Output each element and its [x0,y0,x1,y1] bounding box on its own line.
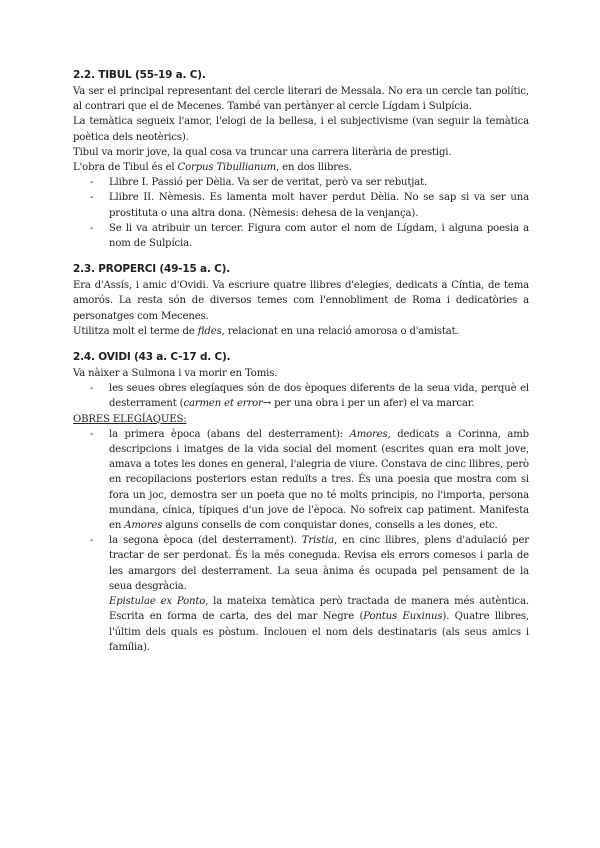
section-ovidi [73,348,529,655]
list-item: - les seues obres elegíaques són de dos èpoques diferents de la seua vida, perquè el desterrament (carmen et error→ per una obra i per un afer) el va marcar. [90,383,529,410]
list-item: - Llibre I. Passió per Dèlia. Va ser de veritat, però va ser rebutjat. [90,177,428,189]
list-item: - la primera època (abans del desterrament): Amores, dedicats a Corinna, amb descripcions i imatges de la vida social del moment (escrites quan era molt jove, amava a totes les dones en general, l'alegria de viure. Constava de cinc llibres, però en recopilacions posteriors estan reduïts a tres. És una poesia que mostra com si fora un joc, demostra ser un poeta que no té molts principis, no l'importa, persona mundana, cínica, típiques d'un jove de l'època. No sofreix cap patiment. Manifesta en Amores alguns consells de com conquistar dones, consells a les dones, etc. [90,428,529,532]
bullet-list [73,175,529,251]
list-item: - Llibre II. Nèmesis. Es lamenta molt haver perdut Dèlia. No se sap si va ser una prostituta o una altra dona. (Nèmesis: dehesa de la venjança). [90,192,529,219]
section-heading: 2.2. TIBUL (55-19 a. C). [73,69,206,81]
bullet-list [73,427,529,594]
document-page [73,66,529,664]
list-item: - Se li va atribuir un tercer. Figura com autor el nom de Lígdam, i alguna poesia a nom de Sulpícia. [90,222,529,250]
paragraph: Utilitza molt el terme de fides, relacionat en una relació amorosa o d'amistat. [73,325,459,337]
paragraph: Va nàixer a Sulmona i va morir en Tomis. [73,368,278,380]
list-continuation: Epistulae ex Ponto, la mateixa temàtica però tractada de manera més autèntica. Escrita en forma de carta, des del mar Negre (Pontus Euxinus). Quatre llibres, l'últim dels quals es pòstum. Inclouen el nom dels destinataris (als seus amics i família). [109,596,529,653]
paragraph: L'obra de Tibul és el Corpus Tibullianum, en dos llibres. [73,162,352,174]
paragraph: Era d'Assís, i amic d'Ovidi. Va escriure quatre llibres d'elegies, dedicats a Cíntia, de tema amorós. La resta són de diversos temes com l'ennobliment de Roma i dedicatòries a personatges com Mecenes. [73,280,529,322]
section-tibul [73,66,529,251]
list-item: - la segona època (del desterrament). Tristia, en cinc llibres, plens d'adulació per tractar de ser perdonat. És la més coneguda. Revisa els errors comesos i parla de les amargors del desterrament. La seua ànima és ocupada pel pensament de la seua desgràcia. [90,535,529,592]
bullet-list [73,381,529,411]
section-properci [73,260,529,339]
paragraph: Tibul va morir jove, la qual cosa va truncar una carrera literària de prestigi. [73,146,452,158]
subheading-obres: OBRES ELEGÍAQUES: [73,413,187,425]
section-heading: 2.3. PROPERCI (49-15 a. C). [73,263,231,276]
paragraph: La temàtica segueix l'amor, l'elogi de la bellesa, i el subjectivisme (van seguir la temàtica poètica dels neotèrics). [73,116,529,143]
section-heading: 2.4. OVIDI (43 a. C-17 d. C). [73,351,231,364]
work-title: Corpus Tibullianum [177,162,277,174]
latin-term: fides [197,325,222,337]
paragraph: Va ser el principal representant del cercle literari de Messala. No era un cercle tan polític, al contrari que el de Mecenes. També van pertànyer al cercle Lígdam i Sulpícia. [73,86,529,113]
